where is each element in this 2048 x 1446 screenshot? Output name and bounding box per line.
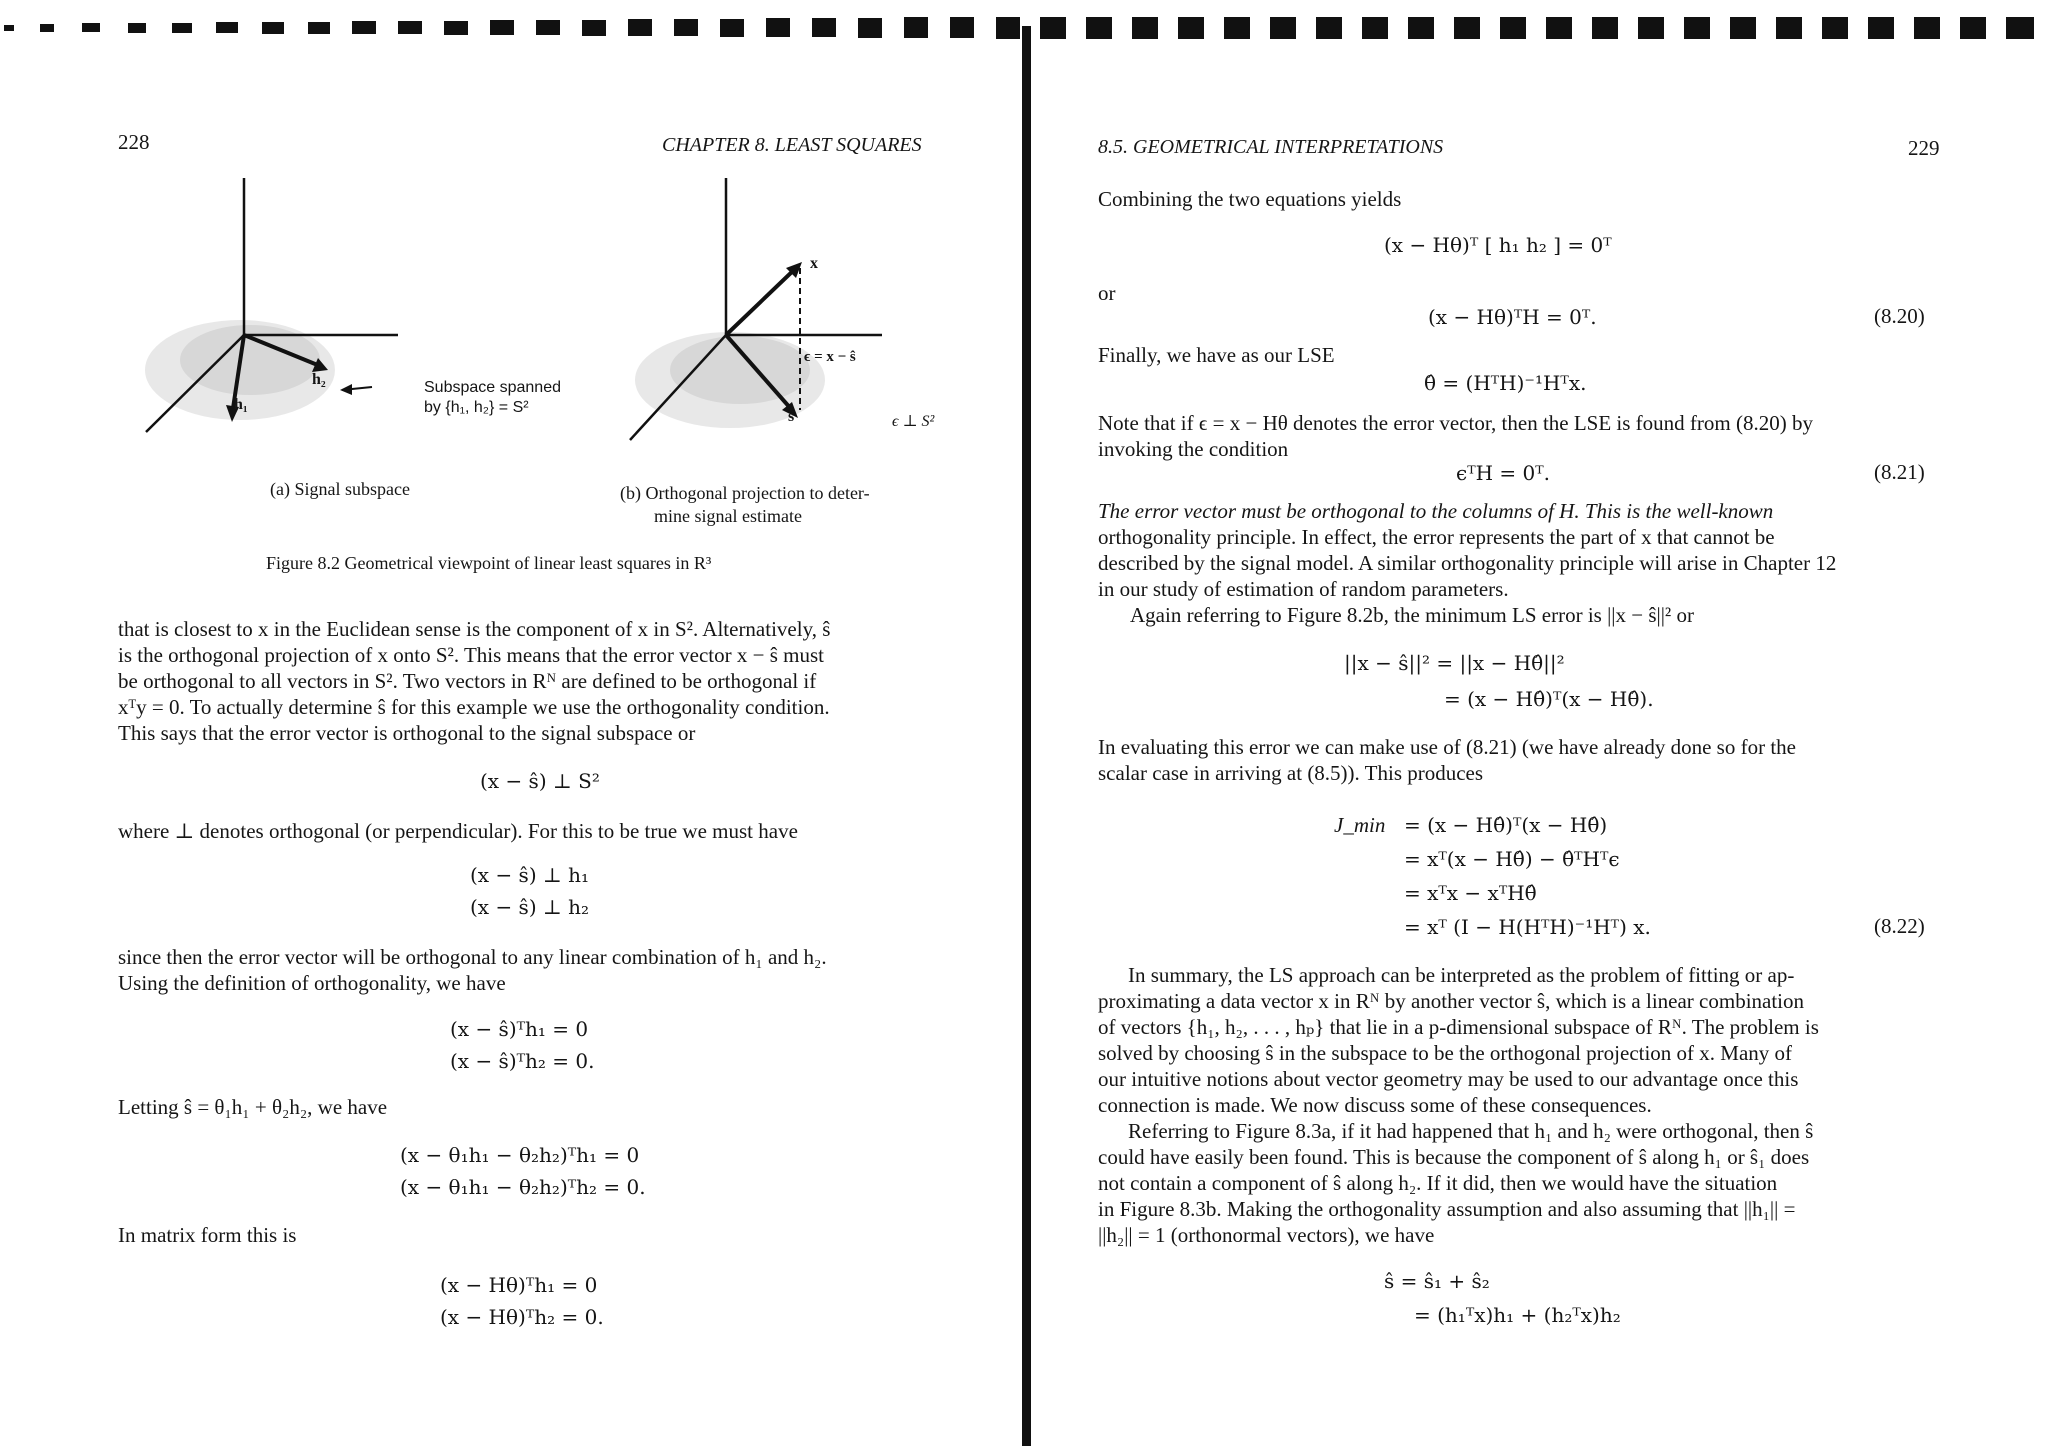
left-paragraph-4: Letting ŝ = θ₁h₁ + θ₂h₂, we have	[118, 1095, 388, 1119]
right-paragraph-4	[1098, 498, 1938, 602]
text-line: our intuitive notions about vector geometry may be used to our advantage once this	[1098, 1067, 1799, 1091]
equation-jmin-line2: = xᵀ(x − Hθ̂) − θ̂ᵀHᵀϵ	[1404, 847, 1620, 871]
left-paragraph-3	[118, 944, 964, 996]
text-line: that is closest to x in the Euclidean sense is the component of x in S². Alternatively, ŝ	[118, 617, 831, 641]
figure-title: Figure 8.2 Geometrical viewpoint of linear least squares in R³	[266, 553, 712, 573]
text-line: Referring to Figure 8.3a, if it had happened that h₁ and h₂ were orthogonal, then ŝ	[1128, 1119, 1814, 1143]
right-page-number: 229	[1908, 136, 1940, 160]
equation-jmin-line4: = xᵀ (I − H(HᵀH)⁻¹Hᵀ) x.	[1404, 915, 1651, 939]
equation-norm-line1: ||x − ŝ||² = ||x − Hθ̂||²	[1344, 651, 1565, 675]
label-perp: ϵ ⊥ S²	[892, 413, 935, 430]
equation-shat-line2: = (h₁ᵀx)h₁ + (h₂ᵀx)h₂	[1414, 1303, 1621, 1327]
equation-matrix-h1: (x − Hθ)ᵀh₁ = 0	[440, 1273, 598, 1297]
equation-inner-h1: (x − ŝ)ᵀh₁ = 0	[450, 1017, 589, 1041]
word-or: or	[1098, 281, 1116, 305]
book-spine-shadow	[1022, 26, 1031, 1446]
right-paragraph-7	[1098, 962, 1938, 1118]
equation-perp-h2: (x − ŝ) ⊥ h₂	[470, 895, 590, 919]
text-line: in Figure 8.3b. Making the orthogonality assumption and also assuming that ||h₁|| =	[1098, 1197, 1796, 1221]
text-line: since then the error vector will be orthogonal to any linear combination of h₁ and h₂.	[118, 945, 827, 969]
text-line: of vectors {h₁, h₂, . . . , hₚ} that lie in a p-dimensional subspace of Rᴺ. The problem is	[1098, 1015, 1819, 1039]
right-paragraph-2: Finally, we have as our LSE	[1098, 343, 1335, 367]
label-h1: h₁	[234, 396, 248, 413]
figure-8-2a-signal-subspace	[140, 170, 440, 440]
left-running-head: CHAPTER 8. LEAST SQUARES	[662, 134, 922, 156]
caption-b-line2: mine signal estimate	[654, 506, 802, 526]
equation-jmin-line3: = xᵀx − xᵀHθ̂	[1404, 881, 1537, 905]
equation-perp-s2: (x − ŝ) ⊥ S²	[480, 769, 600, 793]
text-line: The error vector must be orthogonal to the columns of H. This is the well-known	[1098, 499, 1774, 523]
equation-perp-h1: (x − ŝ) ⊥ h₁	[470, 863, 590, 887]
text-line: scalar case in arriving at (8.5)). This produces	[1098, 761, 1484, 785]
caption-b-line1: (b) Orthogonal projection to deter-	[620, 483, 870, 503]
right-paragraph-1: Combining the two equations yields	[1098, 187, 1402, 211]
equation-jmin-line1: = (x − Hθ̂)ᵀ(x − Hθ̂)	[1404, 813, 1608, 837]
equation-8-20: (x − Hθ)ᵀH = 0ᵀ.	[1428, 305, 1597, 329]
text-line: In evaluating this error we can make use of (8.21) (we have already done so for the	[1098, 735, 1796, 759]
equation-theta-h2: (x − θ₁h₁ − θ₂h₂)ᵀh₂ = 0.	[400, 1175, 646, 1199]
caption-b	[620, 482, 870, 528]
text-line: Note that if ϵ = x − Hθ denotes the error vector, then the LSE is found from (8.20) by	[1098, 411, 1813, 435]
subspace-label-line2: by {h₁, h₂} = S²	[424, 399, 529, 416]
subspace-label-line1: Subspace spanned	[424, 379, 561, 396]
equation-number-8-22: (8.22)	[1874, 914, 1925, 938]
equation-lse: θ̂ = (HᵀH)⁻¹Hᵀx.	[1424, 371, 1587, 395]
equation-shat-line1: ŝ = ŝ₁ + ŝ₂	[1384, 1269, 1490, 1293]
text-line: described by the signal model. A similar orthogonality principle will arise in Chapter 12	[1098, 551, 1837, 575]
equation-number-8-20: (8.20)	[1874, 304, 1925, 328]
right-paragraph-3	[1098, 410, 1938, 462]
text-line: could have easily been found. This is because the component of ŝ along h₁ or ŝ₁ does	[1098, 1145, 1810, 1169]
text-line: solved by choosing ŝ in the subspace to be the orthogonal projection of x. Many of	[1098, 1041, 1793, 1065]
text-line: is the orthogonal projection of x onto S². This means that the error vector x − ŝ must	[118, 643, 824, 667]
right-paragraph-6	[1098, 734, 1938, 786]
text-line: proximating a data vector x in Rᴺ by another vector ŝ, which is a linear combination	[1098, 989, 1805, 1013]
equation-theta-h1: (x − θ₁h₁ − θ₂h₂)ᵀh₁ = 0	[400, 1143, 640, 1167]
equation-number-8-21: (8.21)	[1874, 460, 1925, 484]
equation-combined: (x − Hθ)ᵀ [ h₁ h₂ ] = 0ᵀ	[1384, 233, 1612, 257]
text-line: connection is made. We now discuss some of these consequences.	[1098, 1093, 1652, 1117]
right-running-head: 8.5. GEOMETRICAL INTERPRETATIONS	[1098, 136, 1444, 158]
text-line: not contain a component of ŝ along h₂. If it did, then we would have the situation	[1098, 1171, 1778, 1195]
left-paragraph-2: where ⊥ denotes orthogonal (or perpendicular). For this to be true we must have	[118, 819, 798, 843]
right-paragraph-8	[1098, 1118, 1938, 1248]
left-page-number: 228	[118, 130, 150, 154]
text-line: in our study of estimation of random parameters.	[1098, 577, 1509, 601]
left-paragraph-1	[118, 616, 964, 746]
subspace-label	[424, 378, 561, 418]
equation-matrix-h2: (x − Hθ)ᵀh₂ = 0.	[440, 1305, 604, 1329]
left-paragraph-5: In matrix form this is	[118, 1223, 297, 1247]
jmin-label: J_min	[1334, 813, 1386, 837]
text-line: In summary, the LS approach can be interpreted as the problem of fitting or ap-	[1128, 963, 1795, 987]
right-paragraph-5: Again referring to Figure 8.2b, the minimum LS error is ||x − ŝ||² or	[1130, 603, 1694, 627]
text-line: invoking the condition	[1098, 437, 1289, 461]
text-line: xᵀy = 0. To actually determine ŝ for this example we use the orthogonality condition.	[118, 695, 830, 719]
equation-inner-h2: (x − ŝ)ᵀh₂ = 0.	[450, 1049, 595, 1073]
text-line: Using the definition of orthogonality, we have	[118, 971, 506, 995]
equation-8-21: ϵᵀH = 0ᵀ.	[1456, 461, 1550, 485]
label-epsilon: ϵ = x − ŝ	[804, 349, 856, 365]
label-x: x	[810, 255, 818, 272]
text-line: orthogonality principle. In effect, the error represents the part of x that cannot be	[1098, 525, 1775, 549]
text-line: ||h₂|| = 1 (orthonormal vectors), we have	[1098, 1223, 1435, 1247]
text-line: be orthogonal to all vectors in S². Two vectors in Rᴺ are defined to be orthogonal if	[118, 669, 817, 693]
caption-a: (a) Signal subspace	[270, 479, 410, 499]
text-line: This says that the error vector is orthogonal to the signal subspace or	[118, 721, 696, 745]
label-s-hat: ŝ	[788, 408, 795, 425]
label-h2: h₂	[312, 371, 326, 388]
equation-norm-line2: = (x − Hθ̂)ᵀ(x − Hθ̂).	[1444, 687, 1654, 711]
